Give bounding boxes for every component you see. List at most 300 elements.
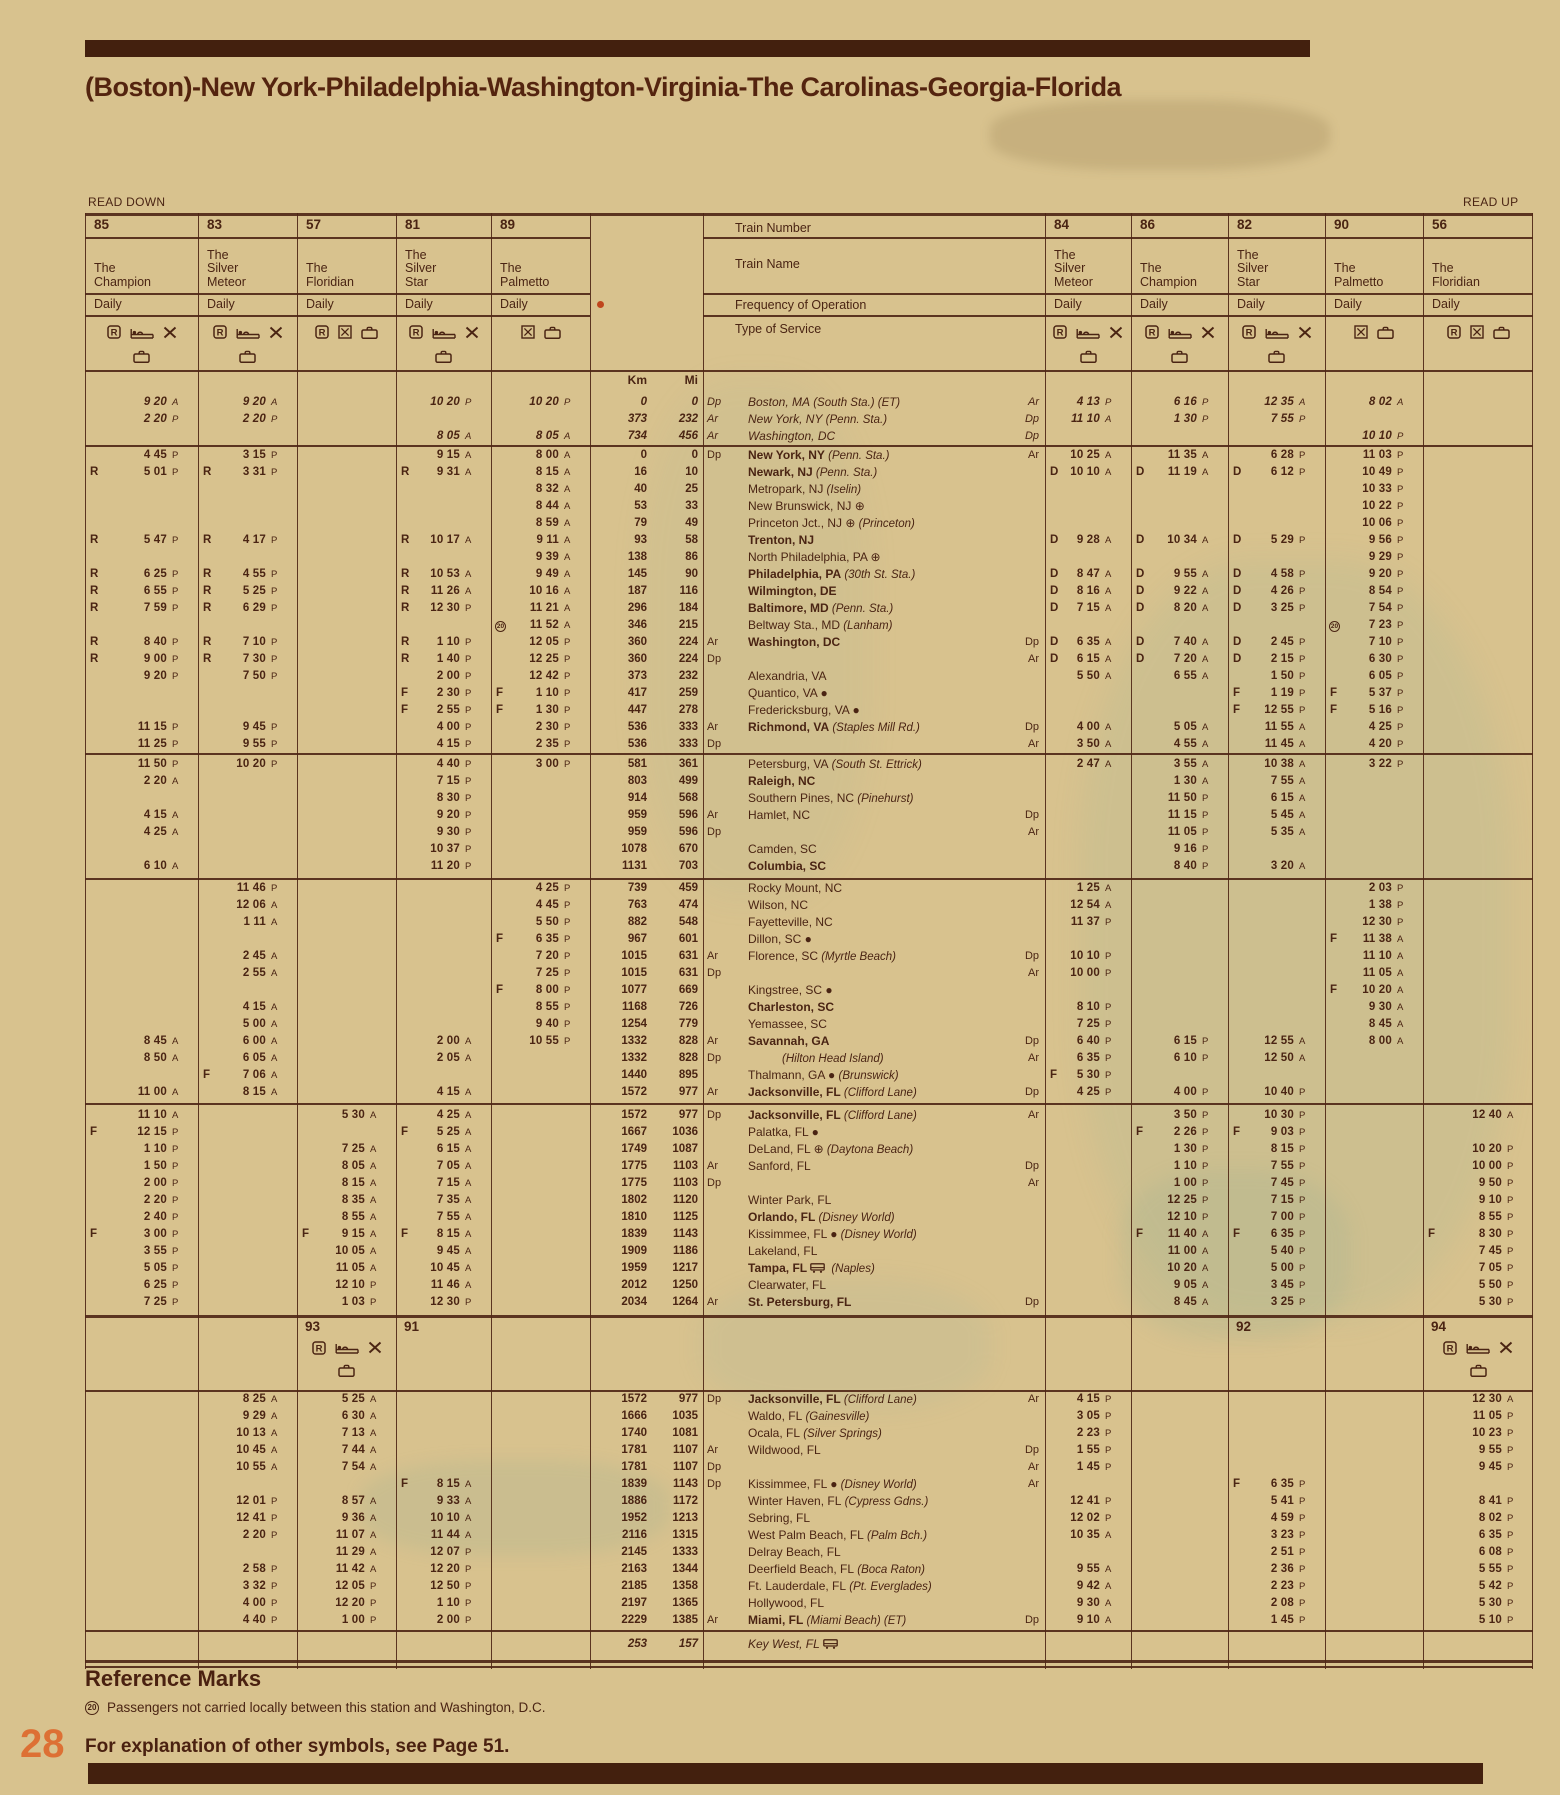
time-cell xyxy=(297,1510,396,1527)
service-flag: D xyxy=(1233,636,1242,648)
time-cell xyxy=(396,583,491,600)
station-label: Newark, NJ xyxy=(748,465,813,479)
time-cell xyxy=(396,515,491,532)
time-cell xyxy=(396,999,491,1016)
train-number-94: 94 xyxy=(1431,1319,1447,1334)
time-cell xyxy=(1045,1141,1131,1158)
station-label: Sanford, FL xyxy=(748,1159,811,1173)
mi-value: 49 xyxy=(685,517,698,529)
station-row xyxy=(85,1192,1533,1209)
service-flag: D xyxy=(1233,568,1242,580)
service-flag: F xyxy=(203,1069,211,1081)
service-flag: R xyxy=(90,636,99,648)
meridiem: P xyxy=(1202,1161,1209,1172)
train-name-line: The xyxy=(1140,261,1162,275)
km-value: 1775 xyxy=(621,1160,647,1172)
time-value: 6 15 xyxy=(1173,1035,1197,1047)
time-cell xyxy=(1325,1124,1423,1141)
time-value: 8 02 xyxy=(1478,1512,1502,1524)
meridiem: P xyxy=(1507,1297,1514,1308)
time-cell xyxy=(1325,736,1423,753)
station-label: Charleston, SC xyxy=(748,1000,835,1014)
time-cell xyxy=(1045,1510,1131,1527)
arrive-depart-right xyxy=(985,481,1045,498)
time-cell xyxy=(1325,1260,1423,1277)
time-value: 7 55 xyxy=(1270,775,1294,787)
arrive-depart-left: Ar xyxy=(707,1614,718,1626)
station-name xyxy=(742,428,985,445)
station-row xyxy=(85,773,1533,790)
service-flag: D xyxy=(1050,585,1059,597)
time-value: 8 05 xyxy=(535,430,559,442)
time-cell xyxy=(1325,1578,1423,1595)
time-cell xyxy=(1228,1158,1325,1175)
time-cell xyxy=(297,447,396,464)
meridiem: P xyxy=(1397,705,1404,716)
meridiem: A xyxy=(1105,569,1112,580)
page-number: 28 xyxy=(20,1722,65,1766)
train-name-line: Silver xyxy=(207,261,239,275)
time-cell xyxy=(198,1595,297,1612)
meridiem: P xyxy=(172,759,179,770)
time-cell xyxy=(1325,1107,1423,1124)
station-row xyxy=(85,897,1533,914)
station-name xyxy=(742,1612,985,1629)
time-cell xyxy=(1423,1141,1533,1158)
time-cell xyxy=(1045,1084,1131,1101)
mi-value: 157 xyxy=(678,1638,698,1650)
time-cell xyxy=(1131,685,1228,702)
km-value: 959 xyxy=(627,826,647,838)
station-row xyxy=(85,549,1533,566)
km-value: 373 xyxy=(627,670,647,682)
time-value: 8 02 xyxy=(1368,396,1392,408)
time-value: 10 40 xyxy=(1264,1086,1294,1098)
time-value: 6 15 xyxy=(436,1143,460,1155)
timetable-grid xyxy=(85,213,1533,1669)
time-cell xyxy=(85,394,198,411)
meridiem: P xyxy=(1299,654,1306,665)
meridiem: P xyxy=(172,586,179,597)
time-value: 3 00 xyxy=(535,758,559,770)
meridiem: P xyxy=(370,1297,377,1308)
meridiem: A xyxy=(1105,759,1112,770)
meridiem: P xyxy=(172,1246,179,1257)
km-value: 79 xyxy=(634,517,647,529)
train-name-line: The xyxy=(94,261,116,275)
time-cell xyxy=(1131,1459,1228,1476)
time-cell xyxy=(491,1124,590,1141)
time-cell xyxy=(491,1476,590,1493)
time-value: 9 55 xyxy=(1076,1563,1100,1575)
station-name xyxy=(742,736,985,753)
time-cell xyxy=(1131,1425,1228,1442)
arrive-depart-left xyxy=(703,1067,742,1084)
time-value: 5 10 xyxy=(1478,1614,1502,1626)
km-value: 2163 xyxy=(621,1563,647,1575)
svg-text:R: R xyxy=(1450,327,1457,339)
arrive-depart-right: Ar xyxy=(1028,396,1039,408)
station-name xyxy=(742,1209,985,1226)
station-name xyxy=(742,583,985,600)
time-cell xyxy=(198,428,297,445)
train-name-line: The xyxy=(405,247,427,262)
meridiem: P xyxy=(172,450,179,461)
station-label: Metropark, NJ xyxy=(748,482,824,496)
arrive-depart-left xyxy=(703,1277,742,1294)
station-row xyxy=(85,1158,1533,1175)
time-cell xyxy=(297,634,396,651)
time-value: 3 55 xyxy=(143,1245,167,1257)
time-value: 9 45 xyxy=(242,721,266,733)
meridiem: A xyxy=(1202,671,1209,682)
frequency-label: Frequency of Operation xyxy=(735,298,867,312)
time-cell xyxy=(1325,651,1423,668)
train-number-84: 84 xyxy=(1054,217,1070,232)
time-value: 11 45 xyxy=(1264,738,1294,750)
meridiem: A xyxy=(1105,450,1112,461)
station-name xyxy=(742,1067,985,1084)
station-note: (Pt. Everglades) xyxy=(846,1581,932,1593)
time-cell xyxy=(297,1612,396,1629)
time-value: 2 00 xyxy=(436,670,460,682)
time-cell xyxy=(1045,773,1131,790)
time-cell xyxy=(198,756,297,773)
time-cell xyxy=(1325,600,1423,617)
time-cell xyxy=(1325,1192,1423,1209)
service-icons2-84 xyxy=(1045,347,1131,365)
km-value: 447 xyxy=(627,704,647,716)
time-cell xyxy=(198,999,297,1016)
arrive-depart-right xyxy=(985,668,1045,685)
service-icons-band xyxy=(297,1341,396,1359)
meridiem: P xyxy=(564,1002,571,1013)
arrive-depart-right xyxy=(985,897,1045,914)
arrive-depart-left xyxy=(703,841,742,858)
meridiem: P xyxy=(1202,1087,1209,1098)
time-value: 1 30 xyxy=(1173,1143,1197,1155)
meridiem: A xyxy=(564,431,571,442)
time-cell xyxy=(1325,1527,1423,1544)
arrive-depart-left xyxy=(703,481,742,498)
meridiem: P xyxy=(271,1615,278,1626)
time-cell xyxy=(85,651,198,668)
time-value: 2 20 xyxy=(242,413,266,425)
time-value: 10 23 xyxy=(1472,1427,1502,1439)
meridiem: A xyxy=(1507,1110,1514,1121)
time-cell xyxy=(198,1175,297,1192)
time-cell xyxy=(1228,841,1325,858)
arrive-depart-left: Dp xyxy=(707,738,722,750)
time-cell xyxy=(1423,447,1533,464)
station-row xyxy=(85,1067,1533,1084)
arrive-depart-right: Ar xyxy=(1028,1461,1039,1473)
meridiem: A xyxy=(1105,1564,1112,1575)
meridiem: P xyxy=(1299,671,1306,682)
meridiem: P xyxy=(465,603,472,614)
time-cell xyxy=(396,411,491,428)
meridiem: P xyxy=(564,934,571,945)
meridiem: A xyxy=(1105,900,1112,911)
arrive-depart-right xyxy=(985,1067,1045,1084)
meridiem: P xyxy=(564,654,571,665)
meridiem: P xyxy=(1299,1212,1306,1223)
train-number-57: 57 xyxy=(306,217,322,232)
time-value: 9 49 xyxy=(535,568,559,580)
time-value: 7 10 xyxy=(1368,636,1392,648)
time-cell xyxy=(1045,600,1131,617)
time-cell xyxy=(297,702,396,719)
time-value: 1 38 xyxy=(1368,899,1392,911)
meridiem: P xyxy=(1397,501,1404,512)
service-icons-85 xyxy=(85,323,198,341)
bus-connection-icon xyxy=(810,1263,825,1273)
time-cell xyxy=(1131,549,1228,566)
station-name xyxy=(742,914,985,931)
time-cell xyxy=(1228,1391,1325,1408)
train-frequency-82: Daily xyxy=(1237,297,1265,311)
station-name xyxy=(742,1260,985,1277)
time-cell xyxy=(491,1595,590,1612)
meridiem: A xyxy=(172,1087,179,1098)
time-cell xyxy=(297,394,396,411)
mi-value: 232 xyxy=(678,413,698,425)
reference-mark-note xyxy=(85,1700,545,1715)
time-value: 10 00 xyxy=(1472,1160,1502,1172)
meridiem: P xyxy=(271,603,278,614)
time-cell xyxy=(1045,1425,1131,1442)
station-name xyxy=(742,1408,985,1425)
mi-value: 215 xyxy=(678,619,698,631)
station-label: Lakeland, FL xyxy=(748,1244,818,1258)
time-cell xyxy=(396,931,491,948)
time-cell xyxy=(1325,1209,1423,1226)
time-cell xyxy=(1325,1442,1423,1459)
time-cell xyxy=(198,1277,297,1294)
service-flag: D xyxy=(1136,534,1145,546)
meridiem: P xyxy=(1397,637,1404,648)
time-cell xyxy=(1131,736,1228,753)
station-row xyxy=(85,1578,1533,1595)
time-cell xyxy=(297,1016,396,1033)
meridiem: A xyxy=(1299,397,1306,408)
arrive-depart-right xyxy=(985,1016,1045,1033)
meridiem: A xyxy=(271,1394,278,1405)
read-up-label: READ UP xyxy=(1463,195,1519,209)
time-cell xyxy=(297,566,396,583)
time-cell xyxy=(297,931,396,948)
time-cell xyxy=(297,498,396,515)
time-value: 7 25 xyxy=(143,1296,167,1308)
meridiem: A xyxy=(172,776,179,787)
time-value: 11 15 xyxy=(1167,809,1197,821)
arrive-depart-left xyxy=(703,1260,742,1277)
mi-value: 1250 xyxy=(672,1279,698,1291)
station-row xyxy=(85,1294,1533,1311)
time-value: 8 55 xyxy=(535,1001,559,1013)
station-row xyxy=(85,1442,1533,1459)
service-flag xyxy=(1325,617,1342,634)
time-cell xyxy=(396,1442,491,1459)
time-value: 9 16 xyxy=(1173,843,1197,855)
station-label: Washington, DC xyxy=(748,635,841,649)
time-value: 7 25 xyxy=(1076,1018,1100,1030)
bus-connection-icon xyxy=(823,1639,838,1649)
km-value: 1909 xyxy=(621,1245,647,1257)
time-cell xyxy=(1423,736,1533,753)
train-name-line: The xyxy=(1054,247,1076,262)
service-flag: R xyxy=(203,602,212,614)
time-cell xyxy=(1131,931,1228,948)
time-cell xyxy=(1045,858,1131,875)
time-value: 10 45 xyxy=(430,1262,460,1274)
time-cell xyxy=(1423,914,1533,931)
meridiem: P xyxy=(1299,467,1306,478)
time-cell xyxy=(198,1408,297,1425)
time-value: 12 30 xyxy=(1472,1393,1502,1405)
time-cell xyxy=(1325,880,1423,897)
time-cell xyxy=(85,914,198,931)
station-row xyxy=(85,411,1533,428)
time-value: 10 10 xyxy=(1070,950,1100,962)
time-cell xyxy=(1423,1476,1533,1493)
time-value: 10 00 xyxy=(1070,967,1100,979)
time-cell xyxy=(297,428,396,445)
time-value: 7 45 xyxy=(1478,1245,1502,1257)
time-cell xyxy=(1228,1243,1325,1260)
time-cell xyxy=(85,668,198,685)
meridiem: P xyxy=(1299,414,1306,425)
arrive-depart-right xyxy=(985,1226,1045,1243)
train-frequency-85: Daily xyxy=(94,297,122,311)
mi-value: 10 xyxy=(685,466,698,478)
train-frequency-83: Daily xyxy=(207,297,235,311)
time-cell xyxy=(491,773,590,790)
meridiem: P xyxy=(172,535,179,546)
station-name xyxy=(742,411,985,428)
time-cell xyxy=(1423,1192,1533,1209)
reference-note-text: Passengers not carried locally between this station and Washington, D.C. xyxy=(107,1700,546,1715)
time-value: 6 35 xyxy=(535,933,559,945)
time-value: 6 35 xyxy=(1270,1228,1294,1240)
arrive-depart-right xyxy=(985,1561,1045,1578)
station-label: Savannah, GA xyxy=(748,1034,830,1048)
time-cell xyxy=(297,880,396,897)
service-flag: F xyxy=(1233,1228,1241,1240)
time-cell xyxy=(1228,948,1325,965)
meridiem: A xyxy=(1105,414,1112,425)
time-cell xyxy=(1423,1510,1533,1527)
meridiem: A xyxy=(1202,535,1209,546)
meridiem: A xyxy=(465,1144,472,1155)
km-value: 2229 xyxy=(621,1614,647,1626)
time-value: 6 29 xyxy=(242,602,266,614)
km-value: 959 xyxy=(627,809,647,821)
time-cell xyxy=(1423,498,1533,515)
time-cell xyxy=(396,736,491,753)
time-cell xyxy=(1325,931,1423,948)
time-cell xyxy=(198,1636,297,1653)
km-value: 1254 xyxy=(621,1018,647,1030)
time-cell xyxy=(1423,1493,1533,1510)
time-cell xyxy=(1045,736,1131,753)
meridiem: P xyxy=(1105,1087,1112,1098)
meridiem: P xyxy=(1202,1195,1209,1206)
arrive-depart-left xyxy=(703,464,742,481)
time-value: 8 30 xyxy=(1478,1228,1502,1240)
time-value: 6 16 xyxy=(1173,396,1197,408)
arrive-depart-left xyxy=(703,1527,742,1544)
meridiem: A xyxy=(172,1110,179,1121)
arrive-depart-right: Dp xyxy=(1024,809,1039,821)
arrive-depart-left xyxy=(703,1636,742,1653)
meridiem: P xyxy=(1397,654,1404,665)
arrive-depart-left xyxy=(703,583,742,600)
meridiem: A xyxy=(1202,569,1209,580)
meridiem: P xyxy=(271,654,278,665)
time-value: 10 20 xyxy=(430,396,460,408)
time-cell xyxy=(1423,999,1533,1016)
service-flag: D xyxy=(1136,653,1145,665)
time-cell xyxy=(1228,668,1325,685)
station-note: (Clifford Lane) xyxy=(840,1110,917,1122)
time-cell xyxy=(491,600,590,617)
time-cell xyxy=(198,1612,297,1629)
time-cell xyxy=(85,566,198,583)
time-cell xyxy=(297,914,396,931)
time-value: 1 40 xyxy=(436,653,460,665)
meridiem: P xyxy=(1202,810,1209,821)
time-cell xyxy=(1325,1595,1423,1612)
arrive-depart-right: Ar xyxy=(1028,826,1039,838)
time-cell xyxy=(85,464,198,481)
time-value: 8 45 xyxy=(1173,1296,1197,1308)
service-icons2-85 xyxy=(85,347,198,365)
arrive-depart-right: Ar xyxy=(1028,1393,1039,1405)
meridiem: P xyxy=(465,793,472,804)
time-cell xyxy=(85,999,198,1016)
station-row xyxy=(85,1476,1533,1493)
time-cell xyxy=(297,1158,396,1175)
arrive-depart-right: Ar xyxy=(1028,967,1039,979)
time-value: 2 36 xyxy=(1270,1563,1294,1575)
service-flag: R xyxy=(401,653,410,665)
station-name xyxy=(742,965,985,982)
time-value: 6 55 xyxy=(1173,670,1197,682)
time-value: 12 42 xyxy=(529,670,559,682)
time-cell xyxy=(297,1561,396,1578)
meridiem: P xyxy=(1507,1547,1514,1558)
time-cell xyxy=(297,1636,396,1653)
time-cell xyxy=(1228,1493,1325,1510)
station-row xyxy=(85,1561,1533,1578)
time-cell xyxy=(1131,1067,1228,1084)
time-cell xyxy=(1228,1084,1325,1101)
time-cell xyxy=(491,1226,590,1243)
time-cell xyxy=(1423,719,1533,736)
time-value: 2 08 xyxy=(1270,1597,1294,1609)
time-value: 7 30 xyxy=(242,653,266,665)
time-cell xyxy=(1131,914,1228,931)
time-cell xyxy=(85,807,198,824)
time-cell xyxy=(85,617,198,634)
time-value: 5 42 xyxy=(1478,1580,1502,1592)
time-cell xyxy=(1228,1459,1325,1476)
meridiem: P xyxy=(1397,467,1404,478)
time-value: 12 02 xyxy=(1070,1512,1100,1524)
time-cell xyxy=(396,824,491,841)
time-cell xyxy=(198,464,297,481)
